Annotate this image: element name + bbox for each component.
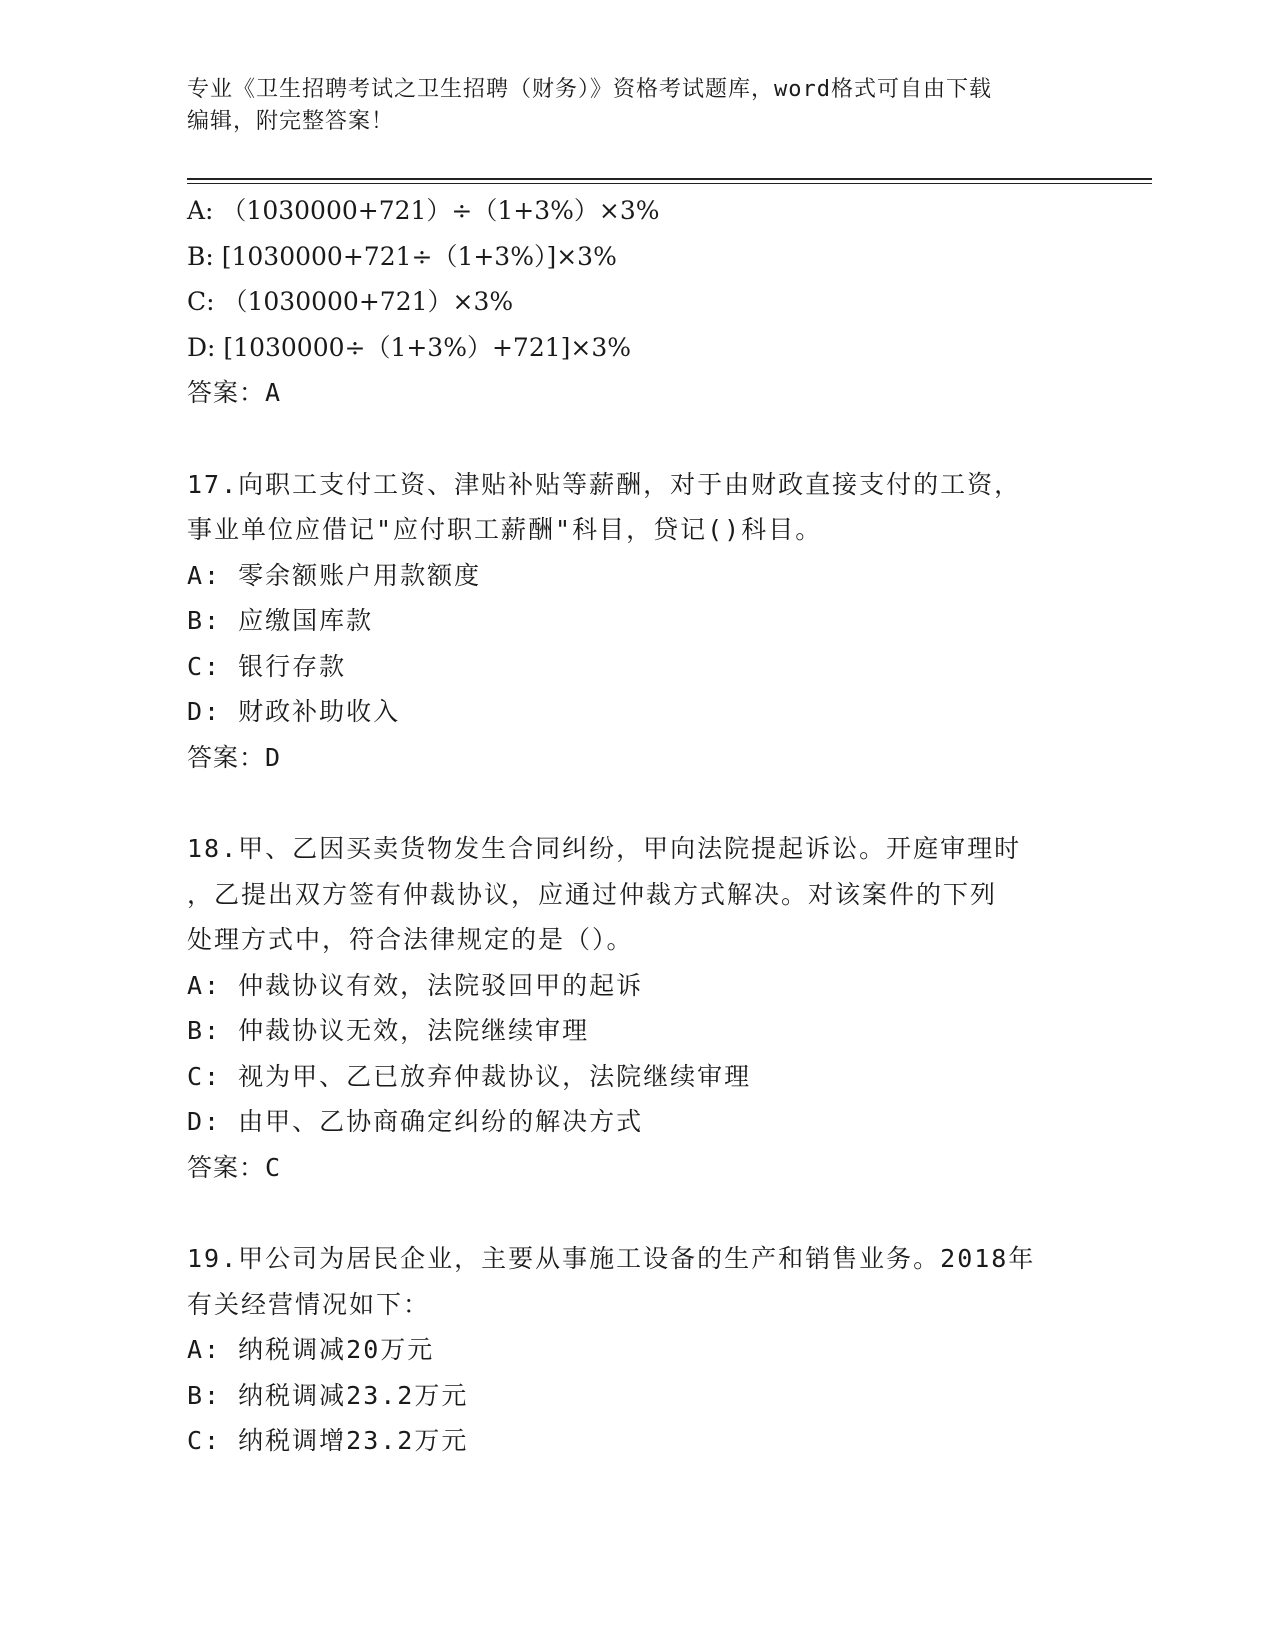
option-a: A: （1030000+721）÷（1+3%）×3% <box>187 196 660 225</box>
header-divider-thick <box>187 178 1152 180</box>
question-stem: 19.甲公司为居民企业，主要从事施工设备的生产和销售业务。2018年 <box>187 1244 1036 1273</box>
question-stem: 处理方式中，符合法律规定的是（）。 <box>187 925 634 954</box>
option-a: A: 纳税调减20万元 <box>187 1335 435 1364</box>
question-stem: 17.向职工支付工资、津贴补贴等薪酬，对于由财政直接支付的工资， <box>187 469 1022 499</box>
option-c: C: 视为甲、乙已放弃仲裁协议，法院继续审理 <box>187 1061 752 1091</box>
answer: 答案：C <box>187 1152 282 1182</box>
question-18 <box>187 826 1087 1190</box>
question-19 <box>187 1236 1087 1464</box>
answer: 答案：D <box>187 742 282 772</box>
option-d: D: 财政补助收入 <box>187 697 401 726</box>
question-stem: 事业单位应借记"应付职工薪酬"科目，贷记()科目。 <box>187 515 823 544</box>
header-line-1: 专业《卫生招聘考试之卫生招聘（财务）》资格考试题库，word格式可自由下载 <box>187 77 992 102</box>
option-a: A: 仲裁协议有效，法院驳回甲的起诉 <box>187 970 644 1000</box>
question-stem: ，乙提出双方签有仲裁协议，应通过仲裁方式解决。对该案件的下列 <box>187 879 998 909</box>
option-b: B: 仲裁协议无效，法院继续审理 <box>187 1016 590 1045</box>
question-stem: 有关经营情况如下： <box>187 1289 431 1319</box>
option-c: C: （1030000+721）×3% <box>187 287 514 316</box>
option-d: D: [1030000÷（1+3%）+721]×3% <box>187 332 631 362</box>
header-line-2: 编辑，附完整答案！ <box>187 109 395 134</box>
option-c: C: 银行存款 <box>187 651 347 681</box>
option-c: C: 纳税调增23.2万元 <box>187 1426 469 1455</box>
question-17 <box>187 462 1087 781</box>
option-b: B: 应缴国库款 <box>187 606 374 635</box>
option-a: A: 零余额账户用款额度 <box>187 560 482 590</box>
question-16-options <box>187 188 1087 416</box>
header-divider-thin <box>187 183 1152 184</box>
option-b: B: 纳税调减23.2万元 <box>187 1380 469 1410</box>
question-list <box>187 188 1087 1464</box>
option-d: D: 由甲、乙协商确定纠纷的解决方式 <box>187 1107 644 1136</box>
document-header <box>187 74 1067 138</box>
answer: 答案：A <box>187 378 282 407</box>
option-b: B: [1030000+721÷（1+3%）]×3% <box>187 241 617 271</box>
question-stem: 18.甲、乙因买卖货物发生合同纠纷，甲向法院提起诉讼。开庭审理时 <box>187 834 1022 863</box>
